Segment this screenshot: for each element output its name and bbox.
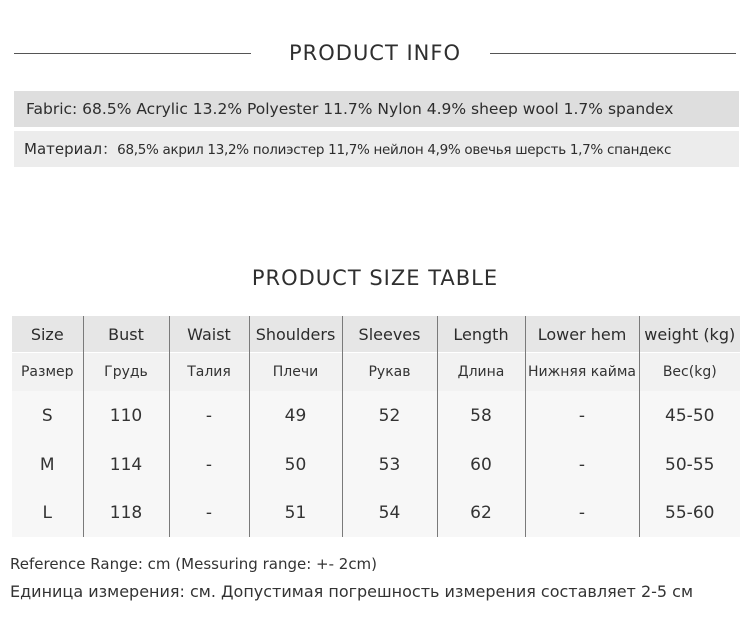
col-header-size-ru: Размер bbox=[12, 353, 83, 392]
cell-waist: - bbox=[169, 391, 249, 441]
cell-sleeves: 54 bbox=[342, 489, 437, 537]
table-row bbox=[12, 489, 740, 537]
cell-waist: - bbox=[169, 489, 249, 537]
measurement-note-ru: Единица измерения: см. Допустимая погрешность измерения составляет 2-5 см bbox=[10, 582, 694, 601]
cell-length: 62 bbox=[437, 489, 525, 537]
cell-shoulders: 51 bbox=[249, 489, 342, 537]
product-info-header bbox=[0, 37, 750, 69]
table-row bbox=[12, 391, 740, 441]
size-table bbox=[12, 316, 740, 537]
cell-lower-hem: - bbox=[525, 441, 639, 489]
cell-size: M bbox=[12, 441, 83, 489]
cell-shoulders: 50 bbox=[249, 441, 342, 489]
cell-weight: 45-50 bbox=[639, 391, 740, 441]
cell-waist: - bbox=[169, 441, 249, 489]
cell-size: L bbox=[12, 489, 83, 537]
header-rule-right bbox=[490, 53, 736, 54]
cell-length: 60 bbox=[437, 441, 525, 489]
fabric-composition: Fabric: 68.5% Acrylic 13.2% Polyester 11.7% Nylon 4.9% sheep wool 1.7% spandex bbox=[14, 91, 739, 127]
cell-sleeves: 52 bbox=[342, 391, 437, 441]
col-header-length: Length bbox=[437, 316, 525, 353]
col-header-waist-ru: Талия bbox=[169, 353, 249, 392]
material-composition-ru bbox=[14, 131, 739, 167]
col-header-shoulders-ru: Плечи bbox=[249, 353, 342, 392]
size-table-title: PRODUCT SIZE TABLE bbox=[251, 266, 499, 290]
cell-bust: 114 bbox=[83, 441, 169, 489]
col-header-size: Size bbox=[12, 316, 83, 353]
cell-weight: 50-55 bbox=[639, 441, 740, 489]
col-header-sleeves-ru: Рукав bbox=[342, 353, 437, 392]
col-header-weight-ru: Вес(kg) bbox=[639, 353, 740, 392]
material-label: Материал： bbox=[24, 140, 118, 158]
cell-lower-hem: - bbox=[525, 489, 639, 537]
cell-bust: 110 bbox=[83, 391, 169, 441]
cell-lower-hem: - bbox=[525, 391, 639, 441]
material-value: 68,5% акрил 13,2% полиэстер 11,7% нейлон 4,9% овечья шерсть 1,7% спандекс bbox=[117, 142, 672, 158]
cell-size: S bbox=[12, 391, 83, 441]
table-row bbox=[12, 441, 740, 489]
cell-weight: 55-60 bbox=[639, 489, 740, 537]
header-row-en bbox=[12, 316, 740, 353]
size-table-header bbox=[0, 262, 750, 294]
reference-range-note: Reference Range: cm (Messuring range: +- 2cm) bbox=[10, 555, 378, 573]
header-row-ru bbox=[12, 353, 740, 392]
col-header-lower-hem: Lower hem bbox=[525, 316, 639, 353]
cell-length: 58 bbox=[437, 391, 525, 441]
col-header-lower-hem-ru: Нижняя кайма bbox=[525, 353, 639, 392]
cell-shoulders: 49 bbox=[249, 391, 342, 441]
col-header-bust: Bust bbox=[83, 316, 169, 353]
col-header-waist: Waist bbox=[169, 316, 249, 353]
product-info-title: PRODUCT INFO bbox=[288, 41, 461, 65]
col-header-shoulders: Shoulders bbox=[249, 316, 342, 353]
col-header-length-ru: Длина bbox=[437, 353, 525, 392]
cell-bust: 118 bbox=[83, 489, 169, 537]
col-header-weight: weight (kg) bbox=[639, 316, 740, 353]
col-header-bust-ru: Грудь bbox=[83, 353, 169, 392]
cell-sleeves: 53 bbox=[342, 441, 437, 489]
col-header-sleeves: Sleeves bbox=[342, 316, 437, 353]
